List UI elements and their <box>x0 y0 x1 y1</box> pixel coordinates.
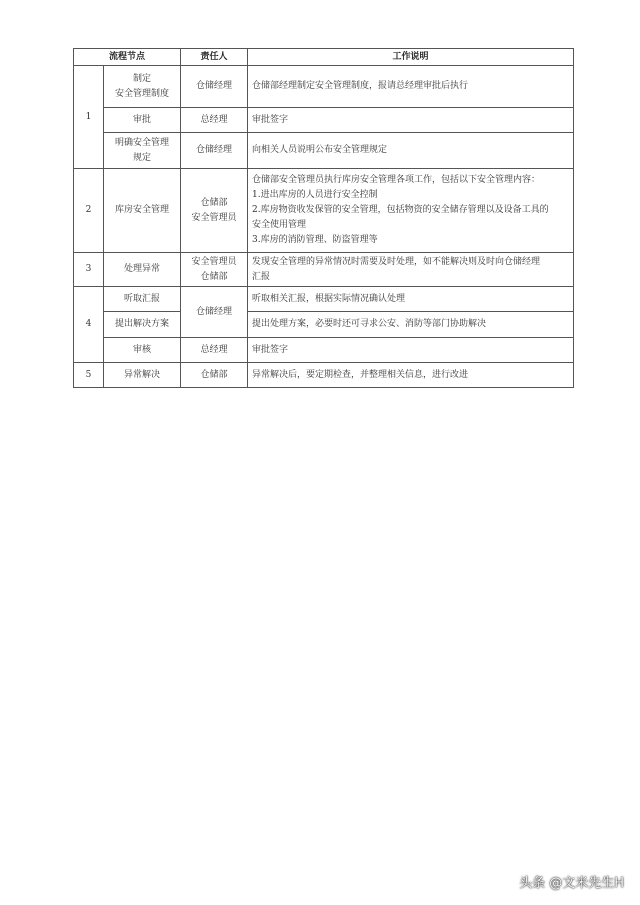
owner-cell <box>181 253 248 287</box>
table-row <box>74 253 574 287</box>
owner-text: 仓储部 <box>200 197 228 208</box>
process-node-cell: 听取汇报 <box>104 287 181 312</box>
owner-cell: 总经理 <box>181 108 248 133</box>
table-row <box>74 312 574 338</box>
description-line: 1.进出库房的人员进行安全控制 <box>252 190 378 200</box>
owner-text: 安全管理员 <box>191 256 237 267</box>
node-text: 制定 <box>133 73 152 84</box>
owner-text: 安全管理员 <box>191 212 237 223</box>
description-line: 安全使用管理 <box>252 220 307 230</box>
process-node-cell: 异常解决 <box>104 363 181 388</box>
description-cell <box>248 253 574 287</box>
node-text: 规定 <box>133 152 152 163</box>
table-row <box>74 133 574 169</box>
process-node-cell: 提出解决方案 <box>104 312 181 338</box>
owner-cell: 仓储经理 <box>181 287 248 338</box>
table-row <box>74 363 574 388</box>
header-process-node: 流程节点 <box>74 49 181 66</box>
step-number: 4 <box>74 287 104 363</box>
process-node-cell: 审批 <box>104 108 181 133</box>
header-owner: 责任人 <box>181 49 248 66</box>
step-number: 2 <box>74 169 104 253</box>
process-node-cell: 审核 <box>104 338 181 363</box>
description-cell: 向相关人员说明公布安全管理规定 <box>248 133 574 169</box>
description-cell <box>248 169 574 253</box>
owner-cell: 仓储部 <box>181 363 248 388</box>
owner-cell: 总经理 <box>181 338 248 363</box>
description-line: 2.库房物资收发保管的安全管理，包括物资的安全储存管理以及设备工具的 <box>252 205 549 215</box>
table-row <box>74 287 574 312</box>
description-cell: 审批签字 <box>248 338 574 363</box>
process-node-cell: 库房安全管理 <box>104 169 181 253</box>
step-number: 3 <box>74 253 104 287</box>
table-row <box>74 338 574 363</box>
process-node-cell <box>104 133 181 169</box>
watermark-text: 头条 @文米先生H <box>519 876 624 891</box>
step-number: 1 <box>74 66 104 169</box>
node-text: 安全管理制度 <box>115 88 170 99</box>
node-text: 明确安全管理 <box>115 137 170 148</box>
description-cell: 审批签字 <box>248 108 574 133</box>
step-number: 5 <box>74 363 104 388</box>
owner-text: 仓储部 <box>200 271 228 282</box>
description-cell: 异常解决后，要定期检查，并整理相关信息，进行改进 <box>248 363 574 388</box>
table-header-row <box>74 49 574 66</box>
table-row <box>74 66 574 108</box>
description-cell: 听取相关汇报，根据实际情况确认处理 <box>248 287 574 312</box>
header-description: 工作说明 <box>248 49 574 66</box>
description-cell: 提出处理方案，必要时还可寻求公安、消防等部门协助解决 <box>248 312 574 338</box>
process-node-cell: 处理异常 <box>104 253 181 287</box>
description-line: 仓储部安全管理员执行库房安全管理各项工作，包括以下安全管理内容： <box>252 175 541 185</box>
owner-cell: 仓储经理 <box>181 133 248 169</box>
table-row <box>74 169 574 253</box>
process-node-cell <box>104 66 181 108</box>
owner-cell: 仓储经理 <box>181 66 248 108</box>
description-line: 发现安全管理的异常情况时需要及时处理，如不能解决则及时向仓储经理 <box>252 256 541 267</box>
process-table <box>73 48 574 388</box>
owner-cell <box>181 169 248 253</box>
table-row <box>74 108 574 133</box>
description-line: 汇报 <box>252 271 271 282</box>
description-cell: 仓储部经理制定安全管理制度，报请总经理审批后执行 <box>248 66 574 108</box>
description-line: 3.库房的消防管理、防盗管理等 <box>252 235 378 245</box>
